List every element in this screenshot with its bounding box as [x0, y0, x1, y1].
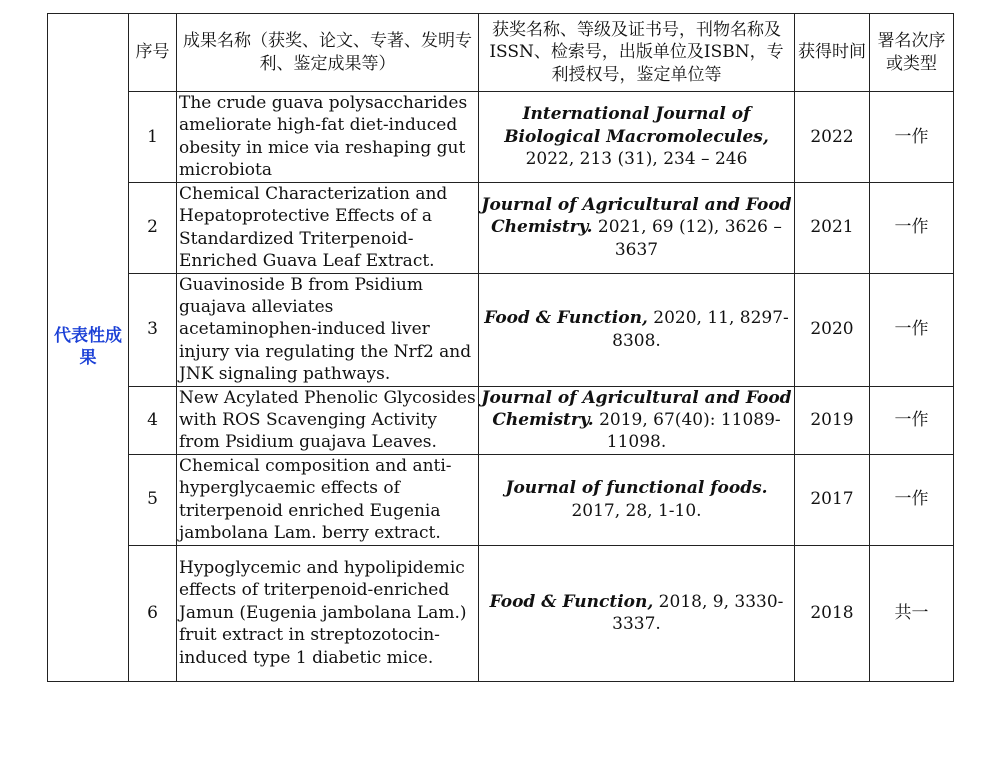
table-row: [48, 182, 954, 273]
row-publication: [479, 386, 795, 454]
row-index: 3: [129, 273, 177, 386]
row-year: 2017: [795, 454, 870, 545]
row-journal: Food & Function,: [489, 591, 654, 612]
row-citation: 2017, 28, 1-10.: [571, 500, 702, 521]
row-journal: Food & Function,: [484, 308, 648, 329]
row-year: 2021: [795, 182, 870, 273]
table-row: [48, 273, 954, 386]
row-year: 2019: [795, 386, 870, 454]
row-citation: 2022, 213 (31), 234 – 246: [525, 149, 748, 170]
row-citation: 2020, 11, 8297-8308.: [612, 308, 789, 351]
results-table-body: [48, 14, 954, 682]
section-label: 代表性成果: [48, 14, 129, 682]
row-role: 共一: [870, 545, 954, 681]
row-index: 4: [129, 386, 177, 454]
table-row: [48, 454, 954, 545]
row-journal: International Journal of Biological Macromolecules,: [504, 104, 769, 147]
row-journal: Journal of Agricultural and Food Chemistry.: [481, 195, 792, 238]
row-role: 一作: [870, 273, 954, 386]
row-citation: 2019, 67(40): 11089-11098.: [593, 410, 781, 453]
row-role: 一作: [870, 386, 954, 454]
row-publication: [479, 454, 795, 545]
row-title: Chemical composition and anti-hyperglycaemic effects of triterpenoid enriched Eugenia jambolana Lam. berry extract.: [177, 454, 479, 545]
row-journal: Journal of functional foods.: [505, 478, 768, 499]
row-role: 一作: [870, 92, 954, 183]
table-row: [48, 545, 954, 681]
row-title: The crude guava polysaccharides ameliorate high-fat diet-induced obesity in mice via reshaping gut microbiota: [177, 92, 479, 183]
row-role: 一作: [870, 454, 954, 545]
row-publication: [479, 92, 795, 183]
row-citation: 2021, 69 (12), 3626 – 3637: [592, 217, 782, 260]
row-title: Hypoglycemic and hypolipidemic effects of triterpenoid-enriched Jamun (Eugenia jambolana Lam.) fruit extract in streptozotocin-induced type 1 diabetic mice.: [177, 545, 479, 681]
header-detail: 获奖名称、等级及证书号，刊物名称及ISSN、检索号，出版单位及ISBN，专利授权号，鉴定单位等: [479, 14, 795, 92]
row-citation: 2018, 9, 3330-3337.: [612, 591, 784, 634]
results-table: [47, 13, 954, 682]
row-year: 2018: [795, 545, 870, 681]
row-index: 1: [129, 92, 177, 183]
row-title: New Acylated Phenolic Glycosides with ROS Scavenging Activity from Psidium guajava Leaves.: [177, 386, 479, 454]
row-year: 2020: [795, 273, 870, 386]
row-index: 2: [129, 182, 177, 273]
table-row: [48, 386, 954, 454]
table-row: [48, 92, 954, 183]
row-publication: [479, 182, 795, 273]
header-index: 序号: [129, 14, 177, 92]
row-role: 一作: [870, 182, 954, 273]
row-year: 2022: [795, 92, 870, 183]
header-row: [48, 14, 954, 92]
row-title: Chemical Characterization and Hepatoprotective Effects of a Standardized Triterpenoid-Enriched Guava Leaf Extract.: [177, 182, 479, 273]
row-index: 5: [129, 454, 177, 545]
row-journal: Journal of Agricultural and Food Chemistry.: [481, 387, 792, 431]
header-name: 成果名称（获奖、论文、专著、发明专利、鉴定成果等）: [177, 14, 479, 92]
header-time: 获得时间: [795, 14, 870, 92]
header-role: 署名次序或类型: [870, 14, 954, 92]
row-title: Guavinoside B from Psidium guajava alleviates acetaminophen-induced liver injury via regulating the Nrf2 and JNK signaling pathways.: [177, 273, 479, 386]
row-publication: [479, 273, 795, 386]
row-publication: [479, 545, 795, 681]
row-index: 6: [129, 545, 177, 681]
